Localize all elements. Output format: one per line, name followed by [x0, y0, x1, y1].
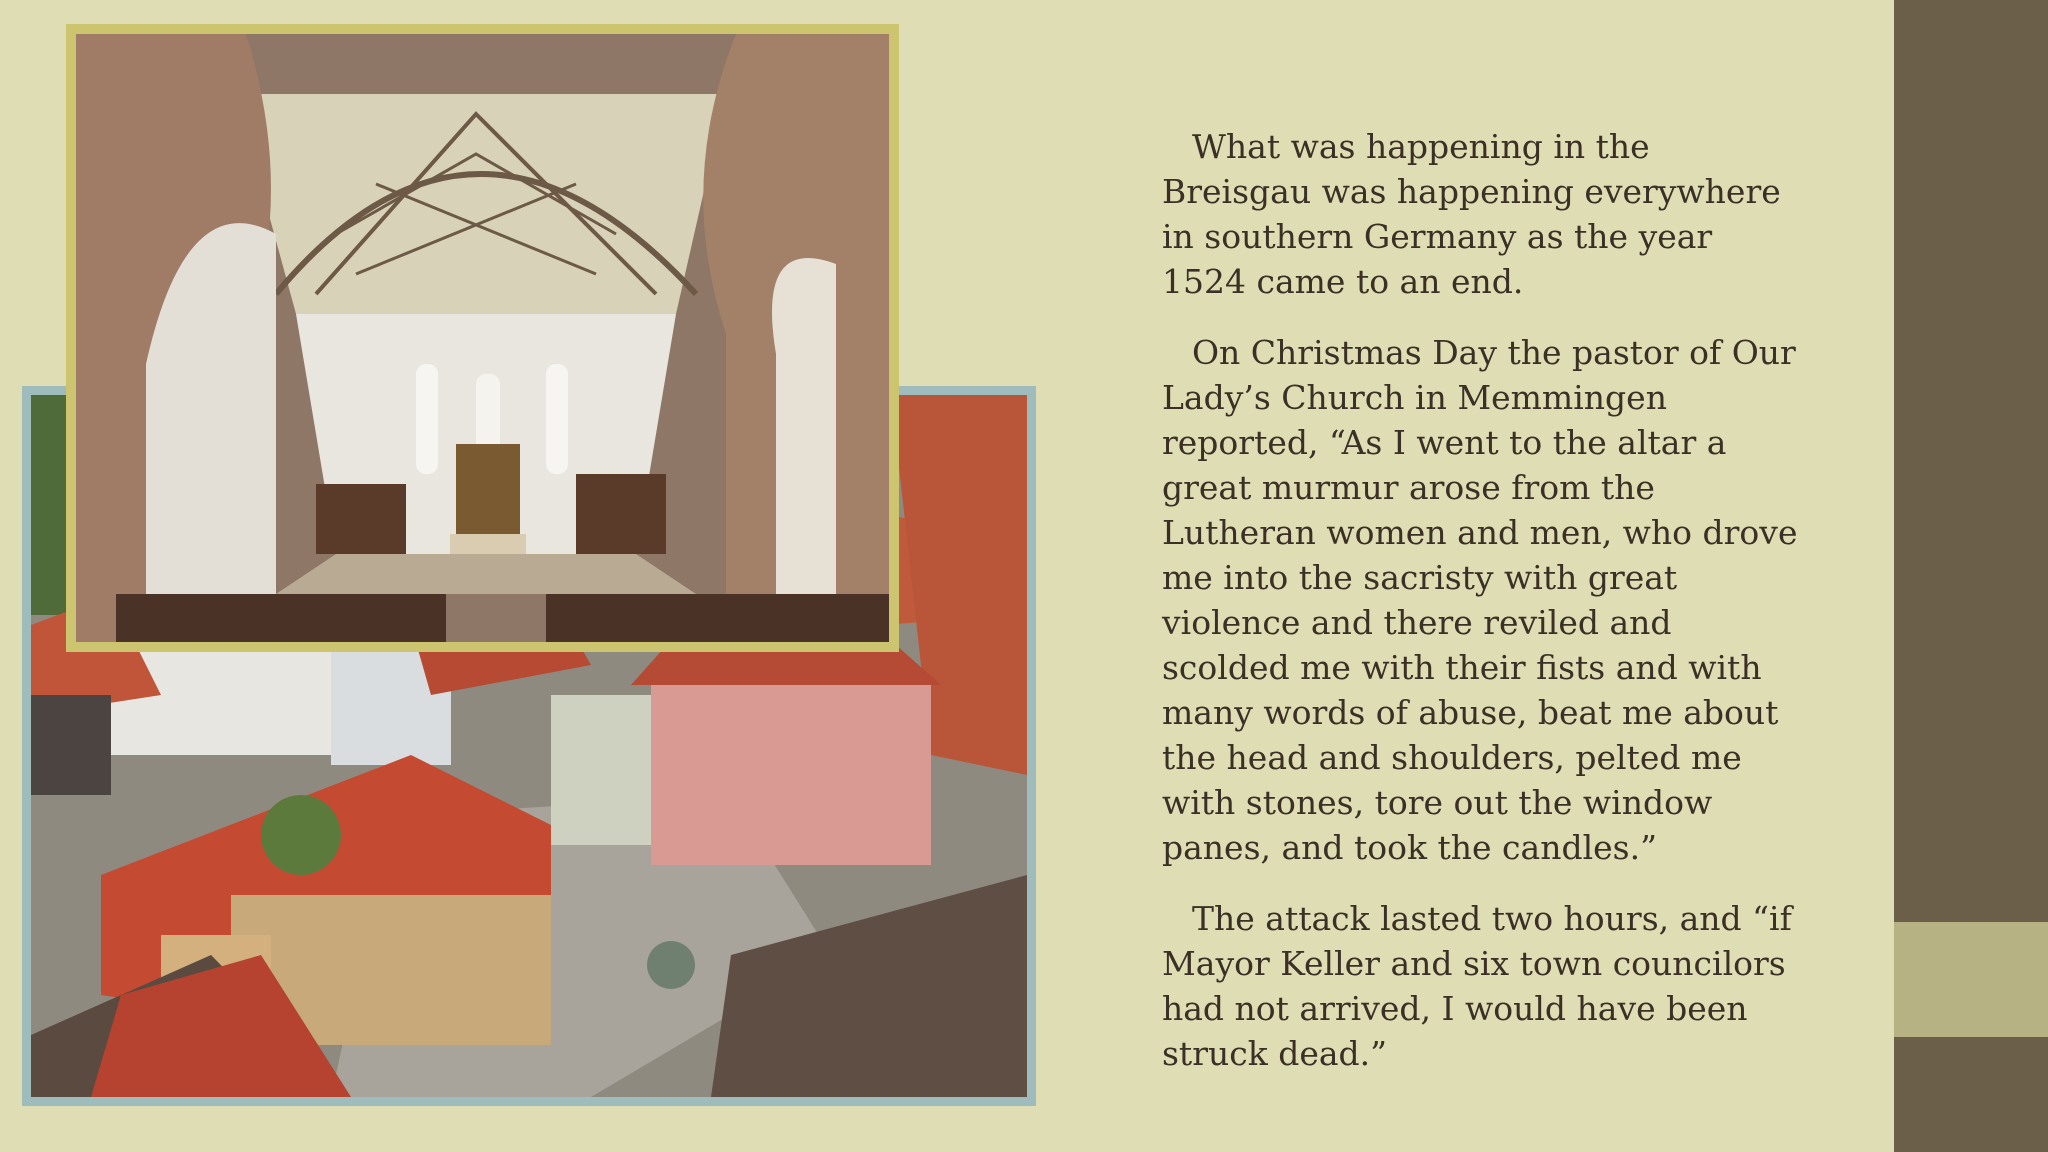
paragraph-3: The attack lasted two hours, and “if Mayor Keller and six town councilors had not arrived, I would have been struck dead.” — [1162, 899, 1792, 1073]
church-interior-photo — [66, 24, 899, 652]
slide-body-text — [1162, 124, 1802, 1102]
paragraph-2: On Christmas Day the pastor of Our Lady’s Church in Memmingen reported, “As I went to the altar a great murmur arose from the Lutheran women and men, who drove me into the sacristy with great violence and there reviled and scolded me with their fists and with many words of abuse, beat me about the head and shoulders, pelted me with stones, tore out the window panes, and took the candles.” — [1162, 333, 1798, 867]
paragraph-1: What was happening in the Breisgau was happening everywhere in southern Germany as the year 1524 came to an end. — [1162, 127, 1781, 301]
decorative-band-light — [1894, 922, 2048, 1037]
